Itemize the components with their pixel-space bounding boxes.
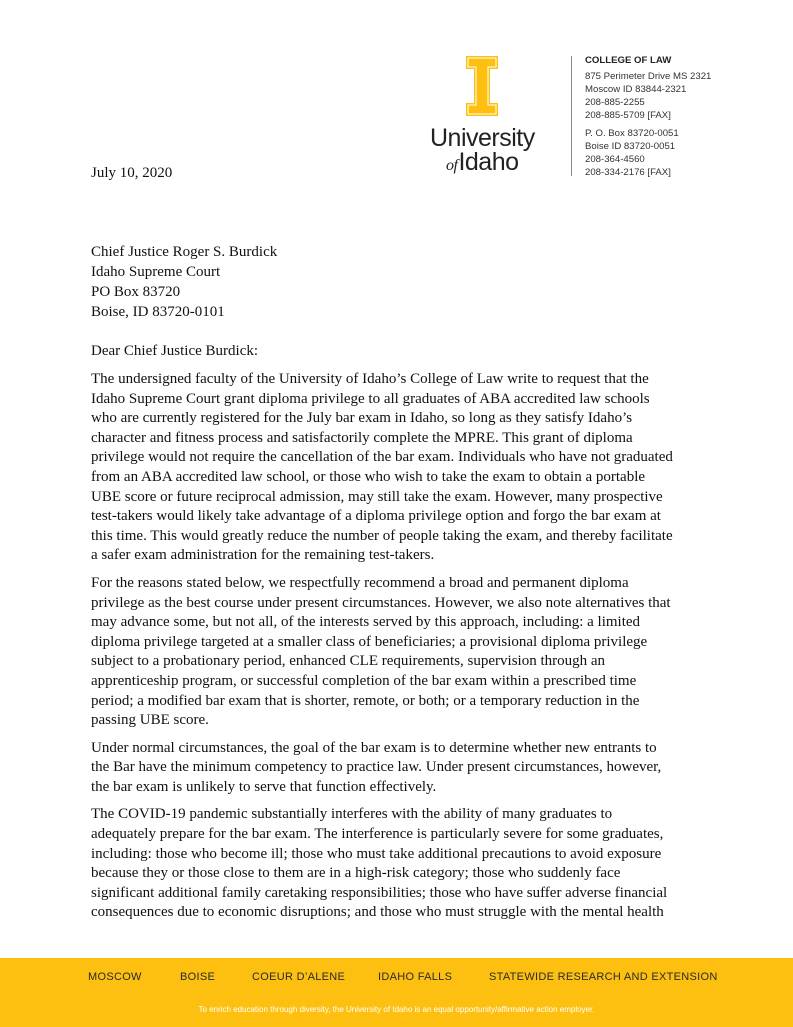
paragraph-line: because they or those close to them are in a high-risk category; those who suddenly face (91, 865, 621, 882)
body-paragraph (91, 739, 673, 798)
recipient-line: PO Box 83720 (91, 284, 181, 300)
paragraph-line: The undersigned faculty of the University of Idaho’s College of Law write to request that the (91, 371, 649, 387)
paragraph-line: character and fitness process and satisfactorily complete the MPRE. This grant of diploma (91, 429, 633, 446)
paragraph-line: privilege would not require the cancellation of the bar exam. Individuals who have not graduated (91, 449, 673, 466)
paragraph-line: diploma privilege targeted at a smaller class of beneficiaries; a provisional diploma privilege (91, 633, 648, 650)
paragraph-line: period; a modified bar exam that is shorter, remote, or both; or a temporary reduction in the (91, 692, 640, 709)
eeo-statement: To enrich education through diversity, the University of Idaho is an equal opportunity/affirmative action employer. (198, 1005, 595, 1014)
recipient-line: Boise, ID 83720-0101 (91, 304, 225, 320)
paragraph-line: this time. This would greatly reduce the number of people taking the exam, and thereby facilitate (91, 527, 673, 544)
recipient-address (91, 242, 277, 322)
address-line: Boise ID 83720-0051 (585, 141, 676, 152)
paragraph-line: who are currently registered for the July bar exam in Idaho, so long as they satisfy Idaho’s (91, 410, 633, 427)
college-name: COLLEGE OF LAW (585, 55, 672, 66)
paragraph-line: including: those who become ill; those who must take additional precautions to avoid exposure (91, 845, 662, 862)
logo-idaho: Idaho (458, 148, 519, 176)
body-paragraph (91, 574, 673, 731)
paragraph-line: subject to a probationary period, enhanced CLE requirements, supervision through an (91, 653, 606, 670)
address-line: Moscow ID 83844-2321 (585, 84, 687, 95)
body-paragraph (91, 805, 673, 923)
salutation: Dear Chief Justice Burdick: (91, 343, 259, 359)
address-line: P. O. Box 83720-0051 (585, 128, 679, 139)
paragraph-line: the Bar have the minimum competency to practice law. Under present circumstances, however, (91, 759, 662, 776)
recipient-line: Idaho Supreme Court (91, 264, 221, 280)
paragraph-line: The COVID-19 pandemic substantially interferes with the ability of many graduates to (91, 806, 613, 823)
campus-moscow: MOSCOW (88, 971, 142, 983)
body-paragraph (91, 370, 673, 566)
paragraph-line: Idaho Supreme Court grant diploma privilege to all graduates of ABA accredited law schools (91, 390, 650, 407)
letter-date: July 10, 2020 (91, 165, 173, 181)
paragraph-line: the bar exam is unlikely to serve that function effectively. (91, 778, 437, 795)
paragraph-line: consequences due to economic disruptions; and those who must struggle with the mental health (91, 904, 664, 921)
paragraph-line: UBE score or future reciprocal admission, may still take the exam. However, many prospective (91, 488, 663, 505)
phone: 208-885-2255 (585, 97, 645, 108)
footer-bar (0, 958, 793, 1027)
paragraph-line: apprenticeship program, or successful completion of the bar exam within a prescribed time (91, 672, 637, 689)
campus-coeur-dalene: COEUR D’ALENE (252, 971, 346, 983)
paragraph-line: a safer exam administration for the remaining test-takers. (91, 547, 435, 564)
paragraph-line: test-takers would likely take advantage of a diploma privilege option and forgo the bar exam at (91, 508, 661, 525)
campus-boise: BOISE (180, 971, 216, 983)
fax: 208-334-2176 [FAX] (585, 167, 671, 178)
paragraph-line: passing UBE score. (91, 712, 209, 729)
logo-of: of (446, 157, 458, 174)
logo-wordmark-university: University (430, 124, 535, 152)
header-divider (571, 56, 572, 176)
paragraph-line: adequately prepare for the bar exam. The interference is particularly severe for some graduates, (91, 826, 664, 843)
recipient-line: Chief Justice Roger S. Burdick (91, 244, 278, 260)
campus-idaho-falls: IDAHO FALLS (378, 971, 453, 983)
logo-wordmark-idaho (446, 148, 519, 177)
address-line: 875 Perimeter Drive MS 2321 (585, 71, 712, 82)
paragraph-line: significant additional family caretaking responsibilities; those who have suffer adverse financial (91, 884, 668, 901)
campus-statewide: STATEWIDE RESEARCH AND EXTENSION (489, 971, 718, 983)
paragraph-line: For the reasons stated below, we respectfully recommend a broad and permanent diploma (91, 574, 629, 591)
letter-body (91, 370, 673, 931)
paragraph-line: from an ABA accredited law school, or those who wish to take the exam to obtain a portable (91, 468, 646, 485)
college-address-block (585, 54, 711, 179)
paragraph-line: may advance some, but not all, of the interests served by this approach, including: a limited (91, 614, 641, 631)
paragraph-line: Under normal circumstances, the goal of the bar exam is to determine whether new entrants to (91, 739, 657, 756)
idaho-i-logo-icon (466, 56, 498, 116)
fax: 208-885-5709 [FAX] (585, 110, 671, 121)
paragraph-line: privilege as the best course under present circumstances. However, we also note alternatives that (91, 594, 671, 611)
phone: 208-364-4560 (585, 154, 645, 165)
